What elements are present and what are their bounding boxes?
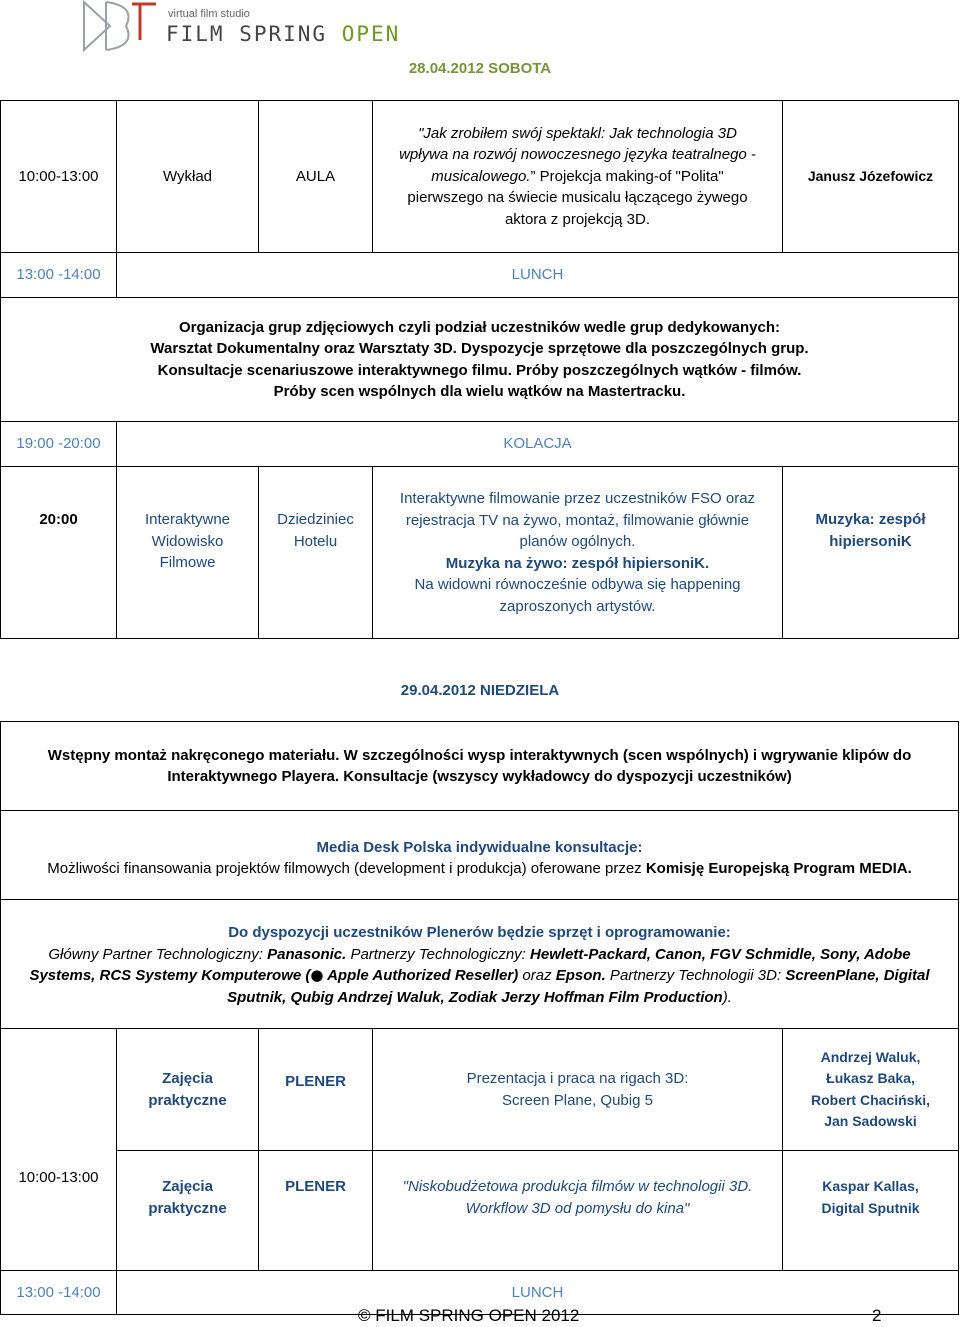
media-desk-line bbox=[5, 858, 954, 880]
partners-text: Partnerzy Technologiczny: bbox=[346, 945, 531, 963]
show-type-line: Widowisko bbox=[151, 532, 224, 550]
dinner-label: KOLACJA bbox=[117, 422, 959, 467]
row-place: AULA bbox=[259, 101, 373, 253]
partners-line bbox=[5, 965, 954, 987]
media-desk-bold: Komisję Europejską Program MEDIA. bbox=[645, 860, 912, 877]
show-type-line: Interaktywne bbox=[144, 511, 231, 528]
row-description bbox=[373, 101, 783, 253]
session2-type bbox=[117, 1151, 259, 1271]
media-desk-description bbox=[1, 811, 959, 900]
show-speaker bbox=[783, 467, 959, 639]
table-row bbox=[1, 1029, 959, 1151]
logo-text-open: OPEN bbox=[341, 22, 401, 46]
media-desk-text: Możliwości finansowania projektów filmowych (development i produkcja) oferowane przez bbox=[47, 860, 646, 877]
table-row bbox=[1, 811, 959, 900]
logo-small-text: virtual film studio bbox=[168, 8, 250, 20]
desc-italic: musicalowego. bbox=[431, 167, 531, 185]
partners-text: Partnerzy Technologii 3D: bbox=[605, 967, 786, 984]
table-row bbox=[1, 467, 959, 639]
session1-speaker-line: Andrzej Waluk, bbox=[820, 1048, 921, 1065]
desc-line: aktora z projekcją 3D. bbox=[504, 210, 651, 228]
logo-text-film: FILM SPRING bbox=[166, 22, 342, 46]
groups-line: Konsultacje scenariuszowe interaktywnego filmu. Próby poszczególnych wątków - filmów. bbox=[157, 361, 802, 379]
row-type: Wykład bbox=[117, 101, 259, 253]
session1-speaker-line: Robert Chaciński, bbox=[810, 1091, 931, 1108]
table-row bbox=[1, 101, 959, 253]
editing-line: Interaktywnego Playera. Konsultacje (wszyscy wykładowcy do dyspozycji uczestników) bbox=[167, 768, 792, 785]
partners-bold: Panasonic. bbox=[267, 945, 347, 963]
partners-line bbox=[5, 944, 954, 966]
partners-title: Do dyspozycji uczestników Plenerów będzie sprzęt i oprogramowanie: bbox=[228, 924, 731, 941]
dinner-time: 19:00 -20:00 bbox=[1, 422, 117, 467]
show-time: 20:00 bbox=[1, 467, 117, 639]
show-place bbox=[259, 467, 373, 639]
editing-line: Wstępny montaż nakręconego materiału. W szczególności wysp interaktywnych (scen wspólnych) i wgrywanie klipów do bbox=[47, 746, 912, 764]
session1-speakers bbox=[783, 1029, 959, 1151]
show-description bbox=[373, 467, 783, 639]
lunch-label: LUNCH bbox=[117, 253, 959, 298]
table-row bbox=[1, 253, 959, 298]
groups-line: Organizacja grup zdjęciowych czyli podział uczestników wedle grup dedykowanych: bbox=[179, 318, 780, 336]
session1-type bbox=[117, 1029, 259, 1151]
session2-place: PLENER bbox=[259, 1151, 373, 1271]
groups-line: Warsztat Dokumentalny oraz Warsztaty 3D. Dyspozycje sprzętowe dla poszczególnych grup. bbox=[150, 340, 809, 357]
desc-line bbox=[377, 166, 778, 188]
groups-description bbox=[1, 298, 959, 422]
desc-normal: ” Projekcja making-of "Polita" bbox=[530, 167, 724, 185]
partners-bold: Epson. bbox=[555, 967, 606, 984]
table-row bbox=[1, 722, 959, 811]
session1-type-line: praktyczne bbox=[148, 1091, 227, 1109]
session2-desc-line: Workflow 3D od pomysłu do kina" bbox=[465, 1199, 690, 1217]
lunch2-label: LUNCH bbox=[117, 1271, 959, 1315]
footer-copyright: © FILM SPRING OPEN 2012 bbox=[358, 1306, 580, 1325]
session1-description bbox=[373, 1029, 783, 1151]
day2-info-table bbox=[0, 721, 959, 1029]
show-speaker-line: hipiersoniK bbox=[829, 532, 912, 550]
show-speaker-line: Muzyka: zespół bbox=[815, 511, 926, 528]
session2-speaker-line: Kaspar Kallas, bbox=[822, 1178, 919, 1194]
session2-desc-line: "Niskobudżetowa produkcja filmów w technologii 3D. bbox=[402, 1178, 753, 1195]
session2-type-line: Zajęcia bbox=[162, 1178, 213, 1195]
lunch-time: 13:00 -14:00 bbox=[1, 253, 117, 298]
partners-text: oraz bbox=[518, 967, 556, 984]
apple-icon: ● bbox=[310, 966, 324, 984]
partners-line bbox=[5, 987, 954, 1009]
session1-desc-line: Prezentacja i praca na rigach 3D: bbox=[466, 1070, 689, 1087]
footer-page-number: 2 bbox=[872, 1306, 882, 1325]
logo bbox=[80, 0, 401, 52]
day1-title: 28.04.2012 SOBOTA bbox=[408, 60, 552, 77]
show-desc-line: rejestracja TV na żywo, montaż, filmowanie głównie bbox=[405, 511, 750, 529]
session1-speaker-line: Jan Sadowski bbox=[824, 1113, 917, 1129]
media-desk-title: Media Desk Polska indywidualne konsultacje: bbox=[316, 838, 643, 856]
show-desc-line: zaproszonych artystów. bbox=[499, 597, 656, 615]
desc-line: pierwszego na świecie musicalu łączącego żywego bbox=[407, 189, 748, 207]
day1-schedule-table bbox=[0, 100, 959, 639]
plener-time: 10:00-13:00 bbox=[1, 1029, 117, 1271]
partners-text: ). bbox=[722, 988, 732, 1006]
session1-type-line: Zajęcia bbox=[162, 1070, 213, 1087]
desc-line: "Jak zrobiłem swój spektakl: Jak technologia 3D bbox=[418, 124, 737, 142]
partners-bold: ScreenPlane, Digital bbox=[785, 967, 930, 984]
partners-bold: Apple Authorized Reseller) bbox=[323, 967, 519, 984]
groups-line: Próby scen wspólnych dla wielu wątków na Mastertracku. bbox=[273, 383, 686, 400]
editing-description bbox=[1, 722, 959, 811]
partners-bold: Sputnik, Qubig Andrzej Waluk, Zodiak Jerzy Hoffman Film Production bbox=[227, 988, 723, 1006]
show-desc-line: Interaktywne filmowanie przez uczestników FSO oraz bbox=[399, 490, 756, 507]
session2-speaker-line: Digital Sputnik bbox=[821, 1199, 920, 1216]
show-place-line: Hotelu bbox=[293, 532, 338, 550]
session1-speaker-line: Łukasz Baka, bbox=[826, 1070, 915, 1086]
table-row bbox=[1, 900, 959, 1029]
show-desc-line: Na widowni równocześnie odbywa się happening bbox=[414, 576, 741, 593]
logo-mark-icon bbox=[80, 0, 160, 52]
session2-speakers bbox=[783, 1151, 959, 1271]
lunch2-time: 13:00 -14:00 bbox=[1, 1271, 117, 1315]
table-row bbox=[1, 422, 959, 467]
row-time: 10:00-13:00 bbox=[1, 101, 117, 253]
day2-title: 29.04.2012 NIEDZIELA bbox=[400, 682, 560, 699]
table-row bbox=[1, 298, 959, 422]
session2-type-line: praktyczne bbox=[148, 1199, 227, 1217]
day2-plener-table bbox=[0, 1028, 959, 1315]
session1-desc-line: Screen Plane, Qubig 5 bbox=[502, 1091, 653, 1109]
logo-text bbox=[166, 22, 400, 46]
partners-bold: Hewlett-Packard, Canon, FGV Schmidle, Sony, Adobe bbox=[530, 945, 911, 963]
session2-description bbox=[373, 1151, 783, 1271]
partners-text: Główny Partner Technologiczny: bbox=[48, 945, 268, 963]
show-desc-line: Muzyka na żywo: zespół hipiersoniK. bbox=[445, 554, 710, 572]
partners-description bbox=[1, 900, 959, 1029]
partners-bold: Systems, RCS Systemy Komputerowe ( bbox=[29, 967, 311, 984]
row-speaker: Janusz Józefowicz bbox=[783, 101, 959, 253]
show-place-line: Dziedziniec bbox=[277, 511, 354, 528]
show-type bbox=[117, 467, 259, 639]
table-row bbox=[1, 1151, 959, 1271]
show-desc-line: planów ogólnych. bbox=[519, 533, 636, 550]
desc-line: wpływa na rozwój nowoczesnego języka teatralnego - bbox=[399, 146, 756, 164]
session1-place: PLENER bbox=[259, 1029, 373, 1151]
show-type-line: Filmowe bbox=[159, 554, 216, 571]
